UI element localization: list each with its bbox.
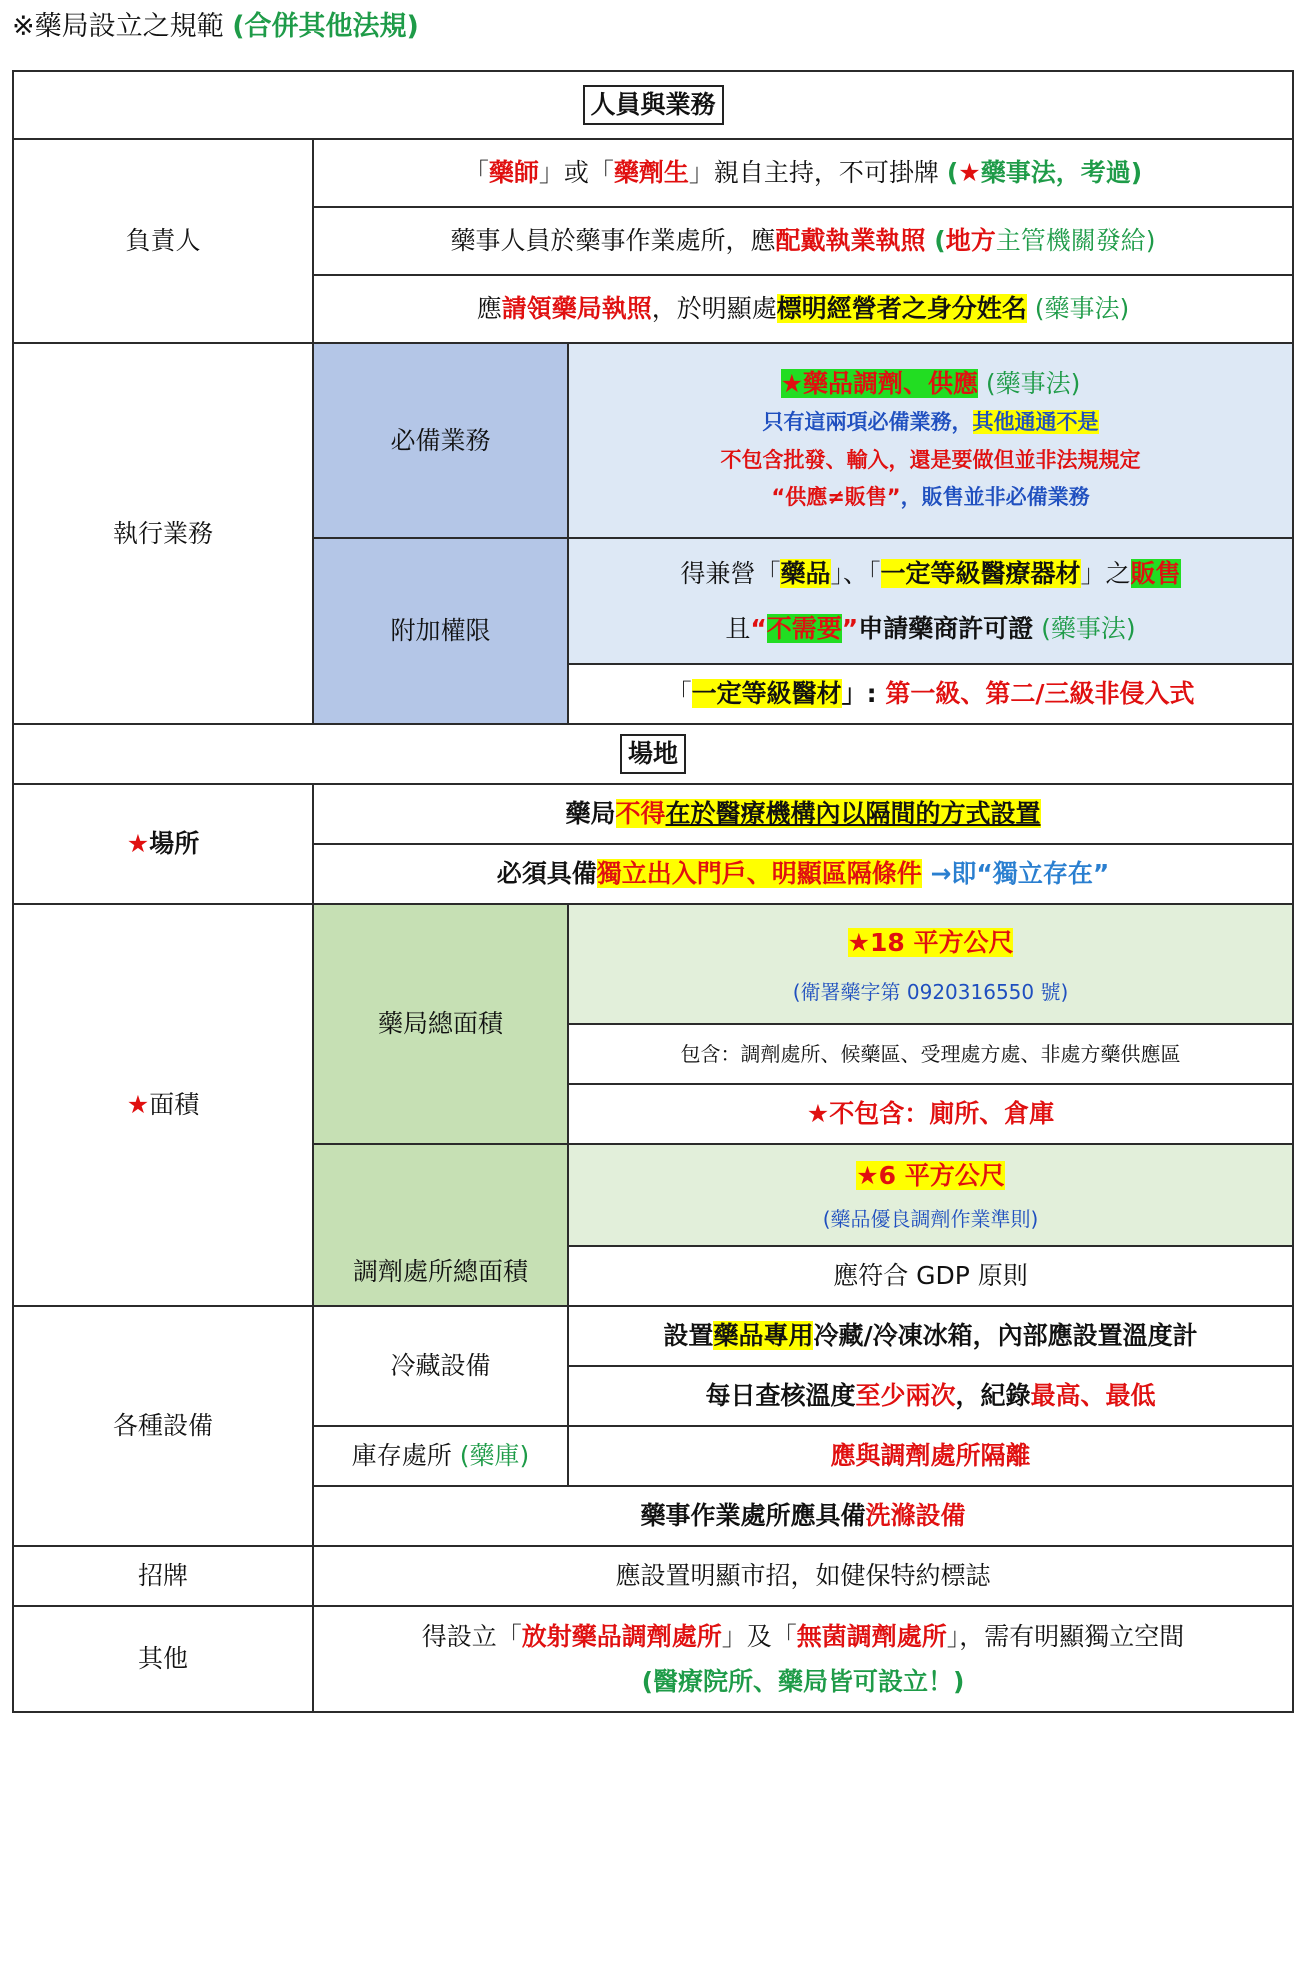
section-title: 人員與業務 <box>583 85 724 124</box>
row-label-equipment: 各種設備 <box>13 1306 313 1546</box>
highlight-6sqm: ★6 平方公尺 <box>856 1161 1005 1191</box>
additional-device-levels <box>568 664 1293 724</box>
table-row <box>13 784 1293 844</box>
highlight-others: 其他通通不是 <box>972 409 1099 434</box>
text: 在於醫療機構內以隔間的方式設置 <box>665 799 1041 829</box>
text: 冷藏/冷凍冰箱，內部應設置溫度計 <box>813 1321 1198 1351</box>
text: 「 <box>463 158 489 188</box>
text: 應 <box>476 294 502 324</box>
total-area-size <box>568 904 1293 1024</box>
total-area-includes: 包含：調劑處所、候藥區、受理處方處、非處方藥供應區 <box>568 1024 1293 1084</box>
text: ( <box>946 158 959 188</box>
required-main-line <box>573 364 1288 404</box>
regulation-table <box>12 70 1294 1713</box>
responsible-line-2 <box>313 207 1293 275</box>
text: 藥事作業處所應具備 <box>640 1501 866 1531</box>
highlight-18sqm: ★18 平方公尺 <box>847 927 1014 957</box>
responsible-line-3 <box>313 275 1293 343</box>
total-area-ref: (衛署藥字第 0920316550 號) <box>792 979 1069 1004</box>
text: 」: <box>841 679 886 709</box>
text: “供應≠販售” <box>771 485 901 510</box>
text: ” <box>841 614 859 643</box>
highlight-not-allowed: 不得 <box>615 799 666 829</box>
highlight-independent: 獨立出入門戶、明顯區隔條件 <box>596 859 922 889</box>
sub-label-fridge: 冷藏設備 <box>313 1306 568 1426</box>
dispensing-area-value <box>573 1152 1288 1200</box>
highlight-license: 配戴執業執照 <box>775 226 926 256</box>
law-note: (藥事法) <box>977 368 1081 398</box>
row-label-responsible: 負責人 <box>13 139 313 343</box>
highlight-wash: 洗滌設備 <box>865 1501 966 1531</box>
dispensing-area-size <box>568 1144 1293 1246</box>
sign-text: 應設置明顯市招，如健保特約標誌 <box>313 1546 1293 1606</box>
section-header-venue <box>13 724 1293 784</box>
storage-text: 應與調劑處所隔離 <box>568 1426 1293 1486</box>
table-row <box>13 1606 1293 1712</box>
text: 得兼營「 <box>680 559 781 588</box>
text: “ <box>750 614 767 643</box>
row-label-sign: 招牌 <box>13 1546 313 1606</box>
text: ( <box>925 226 946 256</box>
total-area-excludes: ★不包含：廁所、倉庫 <box>568 1084 1293 1144</box>
section-header-personnel <box>13 71 1293 139</box>
title-suffix: (合併其他法規) <box>232 11 419 42</box>
text: 」、「 <box>830 559 881 588</box>
additional-line-2 <box>573 601 1288 656</box>
sub-label-required: 必備業務 <box>313 343 568 538</box>
star-icon: ★ <box>958 158 981 188</box>
text: 只有這兩項必備業務， <box>762 409 973 434</box>
highlight-max-min: 最高、最低 <box>1030 1381 1156 1411</box>
text: 」之 <box>1080 559 1131 588</box>
row-label-business: 執行業務 <box>13 343 313 724</box>
text: 申請藥商許可證 <box>858 614 1034 643</box>
text: 」，需有明顯獨立空間 <box>946 1622 1185 1651</box>
highlight-sale: 販售 <box>1130 559 1181 588</box>
other-line-2: (醫療院所、藥局皆可設立！) <box>641 1667 965 1696</box>
law-note: 藥事法，考過 <box>980 158 1131 188</box>
text: 且 <box>725 614 751 643</box>
text: 」或「 <box>538 158 614 188</box>
text: 場所 <box>149 829 200 859</box>
table-row <box>13 139 1293 207</box>
law-note: (藥事法) <box>1033 614 1136 643</box>
table-row <box>13 343 1293 538</box>
text: (藥庫) <box>459 1441 530 1471</box>
required-note-3 <box>573 479 1288 517</box>
highlight-assistant: 藥劑生 <box>613 158 689 188</box>
highlight-required: ★藥品調劑、供應 <box>780 368 978 398</box>
row-label-other: 其他 <box>13 1606 313 1712</box>
section-row-personnel <box>13 71 1293 139</box>
text: ，販售並非必備業務 <box>900 485 1090 510</box>
text: →即“獨立存在” <box>921 859 1110 889</box>
additional-line-1 <box>573 546 1288 601</box>
sub-label-additional: 附加權限 <box>313 538 568 724</box>
additional-content <box>568 538 1293 664</box>
sub-label-total-area: 藥局總面積 <box>313 904 568 1144</box>
sub-label-storage <box>313 1426 568 1486</box>
required-content <box>568 343 1293 538</box>
table-row <box>13 1546 1293 1606</box>
text: 藥局 <box>565 799 616 829</box>
fridge-line-2 <box>568 1366 1293 1426</box>
text: 庫存處所 <box>351 1441 460 1471</box>
highlight-twice: 至少兩次 <box>855 1381 956 1411</box>
total-area-value <box>573 915 1288 970</box>
table-row <box>13 904 1293 1024</box>
highlight-sterile: 無菌調劑處所 <box>796 1622 947 1651</box>
highlight-drug-only: 藥品專用 <box>713 1321 814 1351</box>
row-label-area <box>13 904 313 1306</box>
text: 藥事人員於藥事作業處所，應 <box>450 226 776 256</box>
dispensing-gdp: 應符合 GDP 原則 <box>568 1246 1293 1306</box>
text: ，於明顯處 <box>651 294 777 324</box>
required-note-1 <box>573 404 1288 442</box>
wash-line <box>313 1486 1293 1546</box>
other-line-1 <box>318 1614 1288 1659</box>
text: 每日查核溫度 <box>705 1381 856 1411</box>
text: 得設立「 <box>421 1622 522 1651</box>
other-content <box>313 1606 1293 1712</box>
star-icon: ★ <box>126 829 150 859</box>
highlight-not-required: 不需要 <box>766 614 842 643</box>
highlight-radio: 放射藥品調劑處所 <box>521 1622 722 1651</box>
required-note-2: 不包含批發、輸入，還是要做但並非法規規定 <box>720 447 1141 472</box>
fridge-line-1 <box>568 1306 1293 1366</box>
highlight-local: 地方 <box>945 226 996 256</box>
responsible-line-1 <box>313 139 1293 207</box>
highlight-pharmacy-license: 請領藥局執照 <box>501 294 652 324</box>
text: 第一級、第二/三級非侵入式 <box>885 679 1195 709</box>
highlight-pharmacist: 藥師 <box>488 158 539 188</box>
law-note: (藥事法) <box>1026 294 1130 324</box>
row-label-place <box>13 784 313 904</box>
text: 必須具備 <box>496 859 597 889</box>
text: 」及「 <box>721 1622 797 1651</box>
text: ，紀錄 <box>955 1381 1031 1411</box>
text: 設置 <box>663 1321 714 1351</box>
highlight-devices: 一定等級醫療器材 <box>880 559 1081 588</box>
section-title: 場地 <box>620 734 686 773</box>
section-row-venue <box>13 724 1293 784</box>
title-prefix: ※藥局設立之規範 <box>12 11 233 42</box>
highlight-drugs: 藥品 <box>780 559 831 588</box>
place-line-1 <box>313 784 1293 844</box>
page-title <box>12 6 419 48</box>
place-line-2 <box>313 844 1293 904</box>
text: ) <box>1130 158 1143 188</box>
text: 主管機關發給) <box>995 226 1156 256</box>
text: 面積 <box>149 1090 200 1120</box>
dispensing-area-ref: (藥品優良調劑作業準則) <box>822 1206 1039 1231</box>
highlight-owner-name: 標明經營者之身分姓名 <box>776 294 1027 324</box>
highlight-device-level: 一定等級醫材 <box>691 679 842 709</box>
regulation-table-wrapper <box>12 70 1292 1713</box>
table-row <box>13 1306 1293 1366</box>
star-icon: ★ <box>126 1090 150 1120</box>
text: 」親自主持，不可掛牌 <box>688 158 947 188</box>
text: 「 <box>666 679 692 709</box>
sub-label-dispensing-area: 調劑處所總面積 <box>313 1144 568 1306</box>
